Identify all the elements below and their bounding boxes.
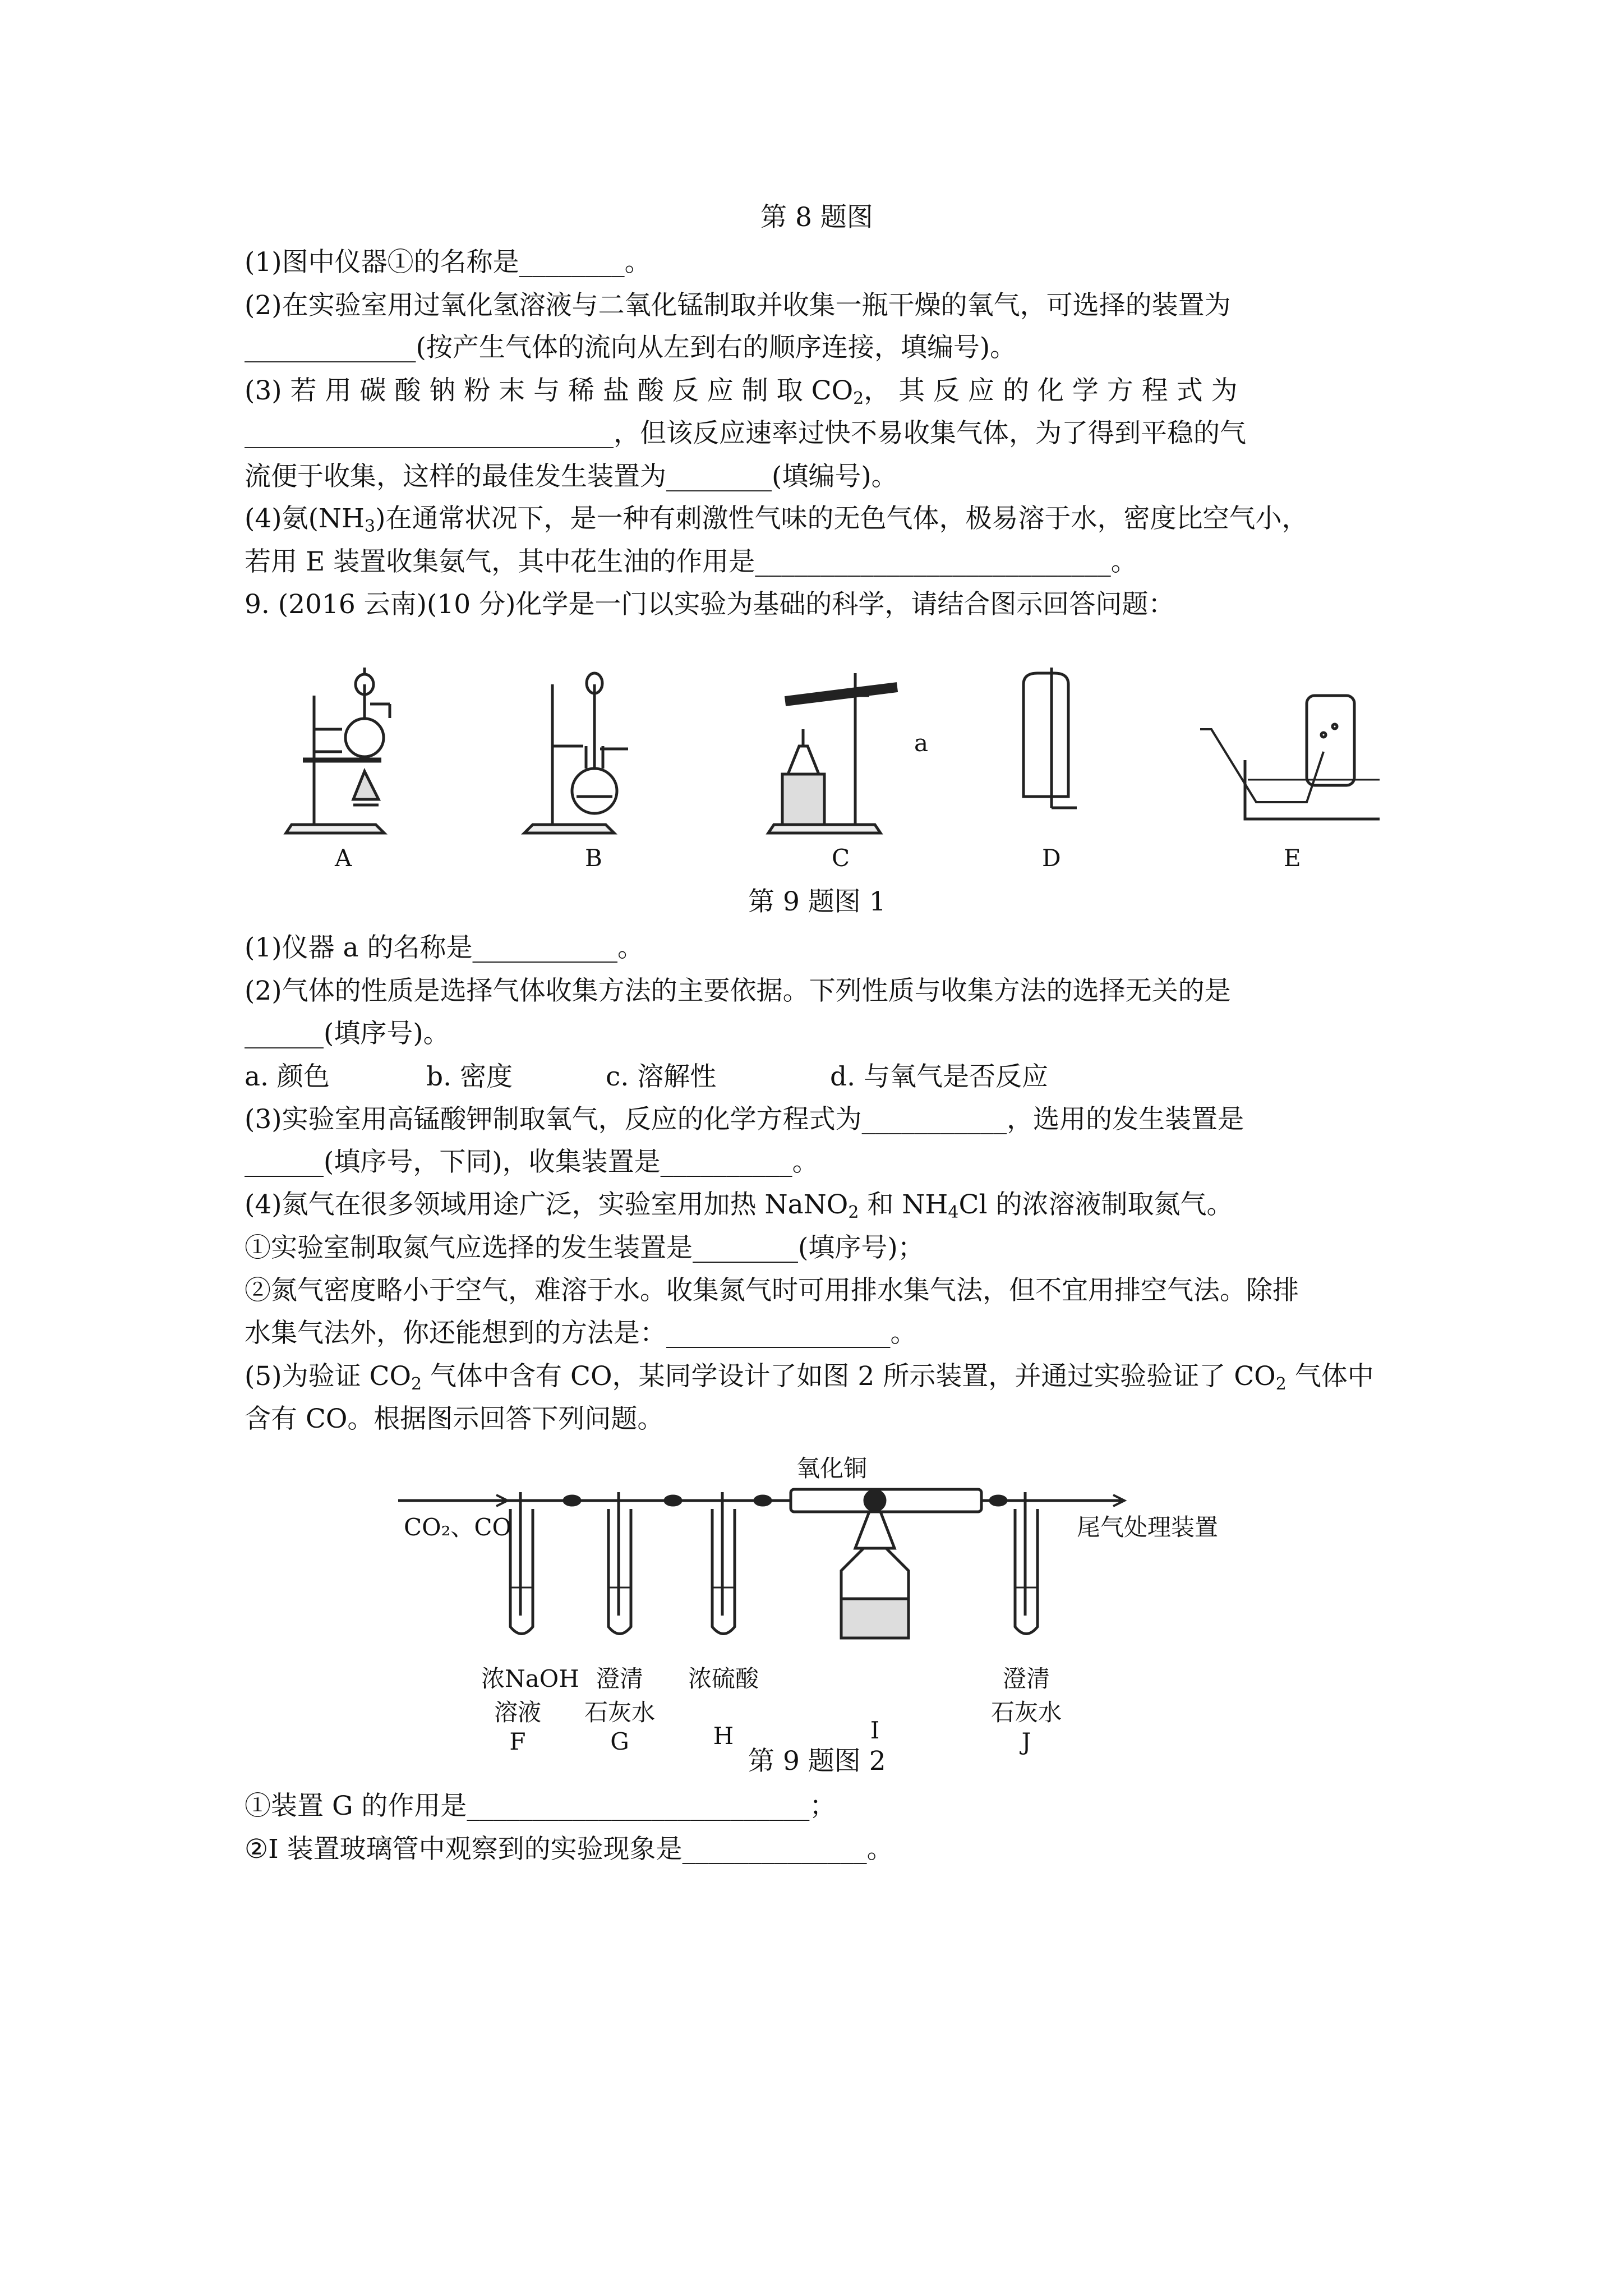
reagent-g: 澄清 石灰水 G [584,1665,655,1755]
q9-part2-line2: ______(填序号)。 [245,1018,450,1049]
reagent-f: 浓NaOH 溶液 F [481,1665,579,1755]
q8-part1: (1)图中仪器①的名称是________。 [245,247,651,278]
reagent-j: 澄清 石灰水 J [990,1665,1062,1755]
q9-option-b: b. 密度 [426,1061,513,1092]
q9-part5-q2: ②I 装置玻璃管中观察到的实验现象是______________。 [245,1834,893,1865]
q9-option-a: a. 颜色 [245,1061,330,1092]
q9-figure1 [269,662,1380,898]
fig2-inlet-label: CO₂、CO [404,1513,511,1541]
q9-part4-line2: ①实验室制取氮气应选择的发生装置是________(填序号)； [245,1232,924,1263]
fig1-label-E: E [1284,844,1301,872]
apparatus-e [1200,696,1380,819]
tube-f [510,1492,533,1634]
fig2-top-label: 氧化铜 [796,1455,868,1482]
tube-j [1015,1492,1038,1634]
reagent-h: 浓硫酸 H [688,1665,759,1750]
q8-part3-line1: (3) 若 用 碳 酸 钠 粉 末 与 稀 盐 酸 反 应 制 取 $CO_2$， 其 反 应 的 化 学 方 程 式 为 [245,375,1238,408]
q8-part4-line1: (4)氨$(NH_3)$在通常状况下，是一种有刺激性气味的无色气体，极易溶于水，密度比空气小， [245,503,1308,536]
fig1-caption: 第 9 题图 1 [748,886,886,917]
q9-part4-line4: 水集气法外，你还能想到的方法是：_________________。 [245,1318,917,1349]
apparatus-c [768,673,897,833]
q9-part5-line2: 含有 CO。根据图示回答下列问题。 [245,1404,664,1434]
apparatus-d [1023,668,1077,808]
fig1-label-A: A [335,844,352,872]
q8-part4-line2: 若用 E 装置收集氨气，其中花生油的作用是___________________________。 [245,546,1137,577]
q8-part3-line3: 流便于收集，这样的最佳发生装置为________(填编号)。 [245,461,898,492]
label-a: a [914,729,929,757]
q9-part4-line1: (4)氮气在很多领域用途广泛，实验室用加热 NaNO$_2$ 和 $NH_4Cl$ 的浓溶液制取氮气。 [245,1189,1233,1222]
q9-option-c: c. 溶解性 [606,1061,717,1092]
q9-part1: (1)仪器 a 的名称是___________。 [245,932,644,963]
tube-g [608,1492,631,1634]
q9-part4-line3: ②氮气密度略小于空气，难溶于水。收集氮气时可用排水集气法，但不宜用排空气法。除排 [245,1275,1299,1306]
q9-option-d: d. 与氧气是否反应 [830,1061,1048,1092]
q9-part3-line2: ______(填序号，下同)，收集装置是__________。 [245,1147,819,1177]
reagent-i: I [870,1717,880,1744]
fig1-label-D: D [1042,844,1061,872]
tube-i [791,1489,981,1638]
fig1-label-C: C [832,844,850,872]
q9-part3-line1: (3)实验室用高锰酸钾制取氧气，反应的化学方程式为___________，选用的发生装置是 [245,1104,1244,1135]
fig1-label-B: B [585,844,602,872]
q8-part3-line2: ____________________________，但该反应速率过快不易收集气体，为了得到平稳的气 [245,418,1246,449]
apparatus-b [524,673,628,833]
q9-part2-line1: (2)气体的性质是选择气体收集方法的主要依据。下列性质与收集方法的选择无关的是 [245,976,1231,1006]
q8-part2-line2: _____________(按产生气体的流向从左到右的顺序连接，填编号)。 [245,332,1017,363]
q9-part5-line1: (5)为验证 $CO_2$ 气体中含有 CO，某同学设计了如图 2 所示装置，并通过实验验证了 $CO_2$ 气体中 [245,1361,1374,1394]
q9-figure2 [393,1458,1290,1655]
q8-figure-caption: 第 8 题图 [760,202,873,233]
q9-part5-q1: ①装置 G 的作用是__________________________； [245,1791,836,1821]
q8-part2-line1: (2)在实验室用过氧化氢溶液与二氧化锰制取并收集一瓶干燥的氧气，可选择的装置为 [245,290,1231,321]
tube-h [712,1492,735,1634]
q9-header: 9. (2016 云南)(10 分)化学是一门以实验为基础的科学，请结合图示回答问题： [245,589,1175,620]
fig2-caption: 第 9 题图 2 [748,1746,886,1777]
apparatus-a [286,668,390,833]
fig2-outlet-label: 尾气处理装置 [1077,1513,1219,1541]
